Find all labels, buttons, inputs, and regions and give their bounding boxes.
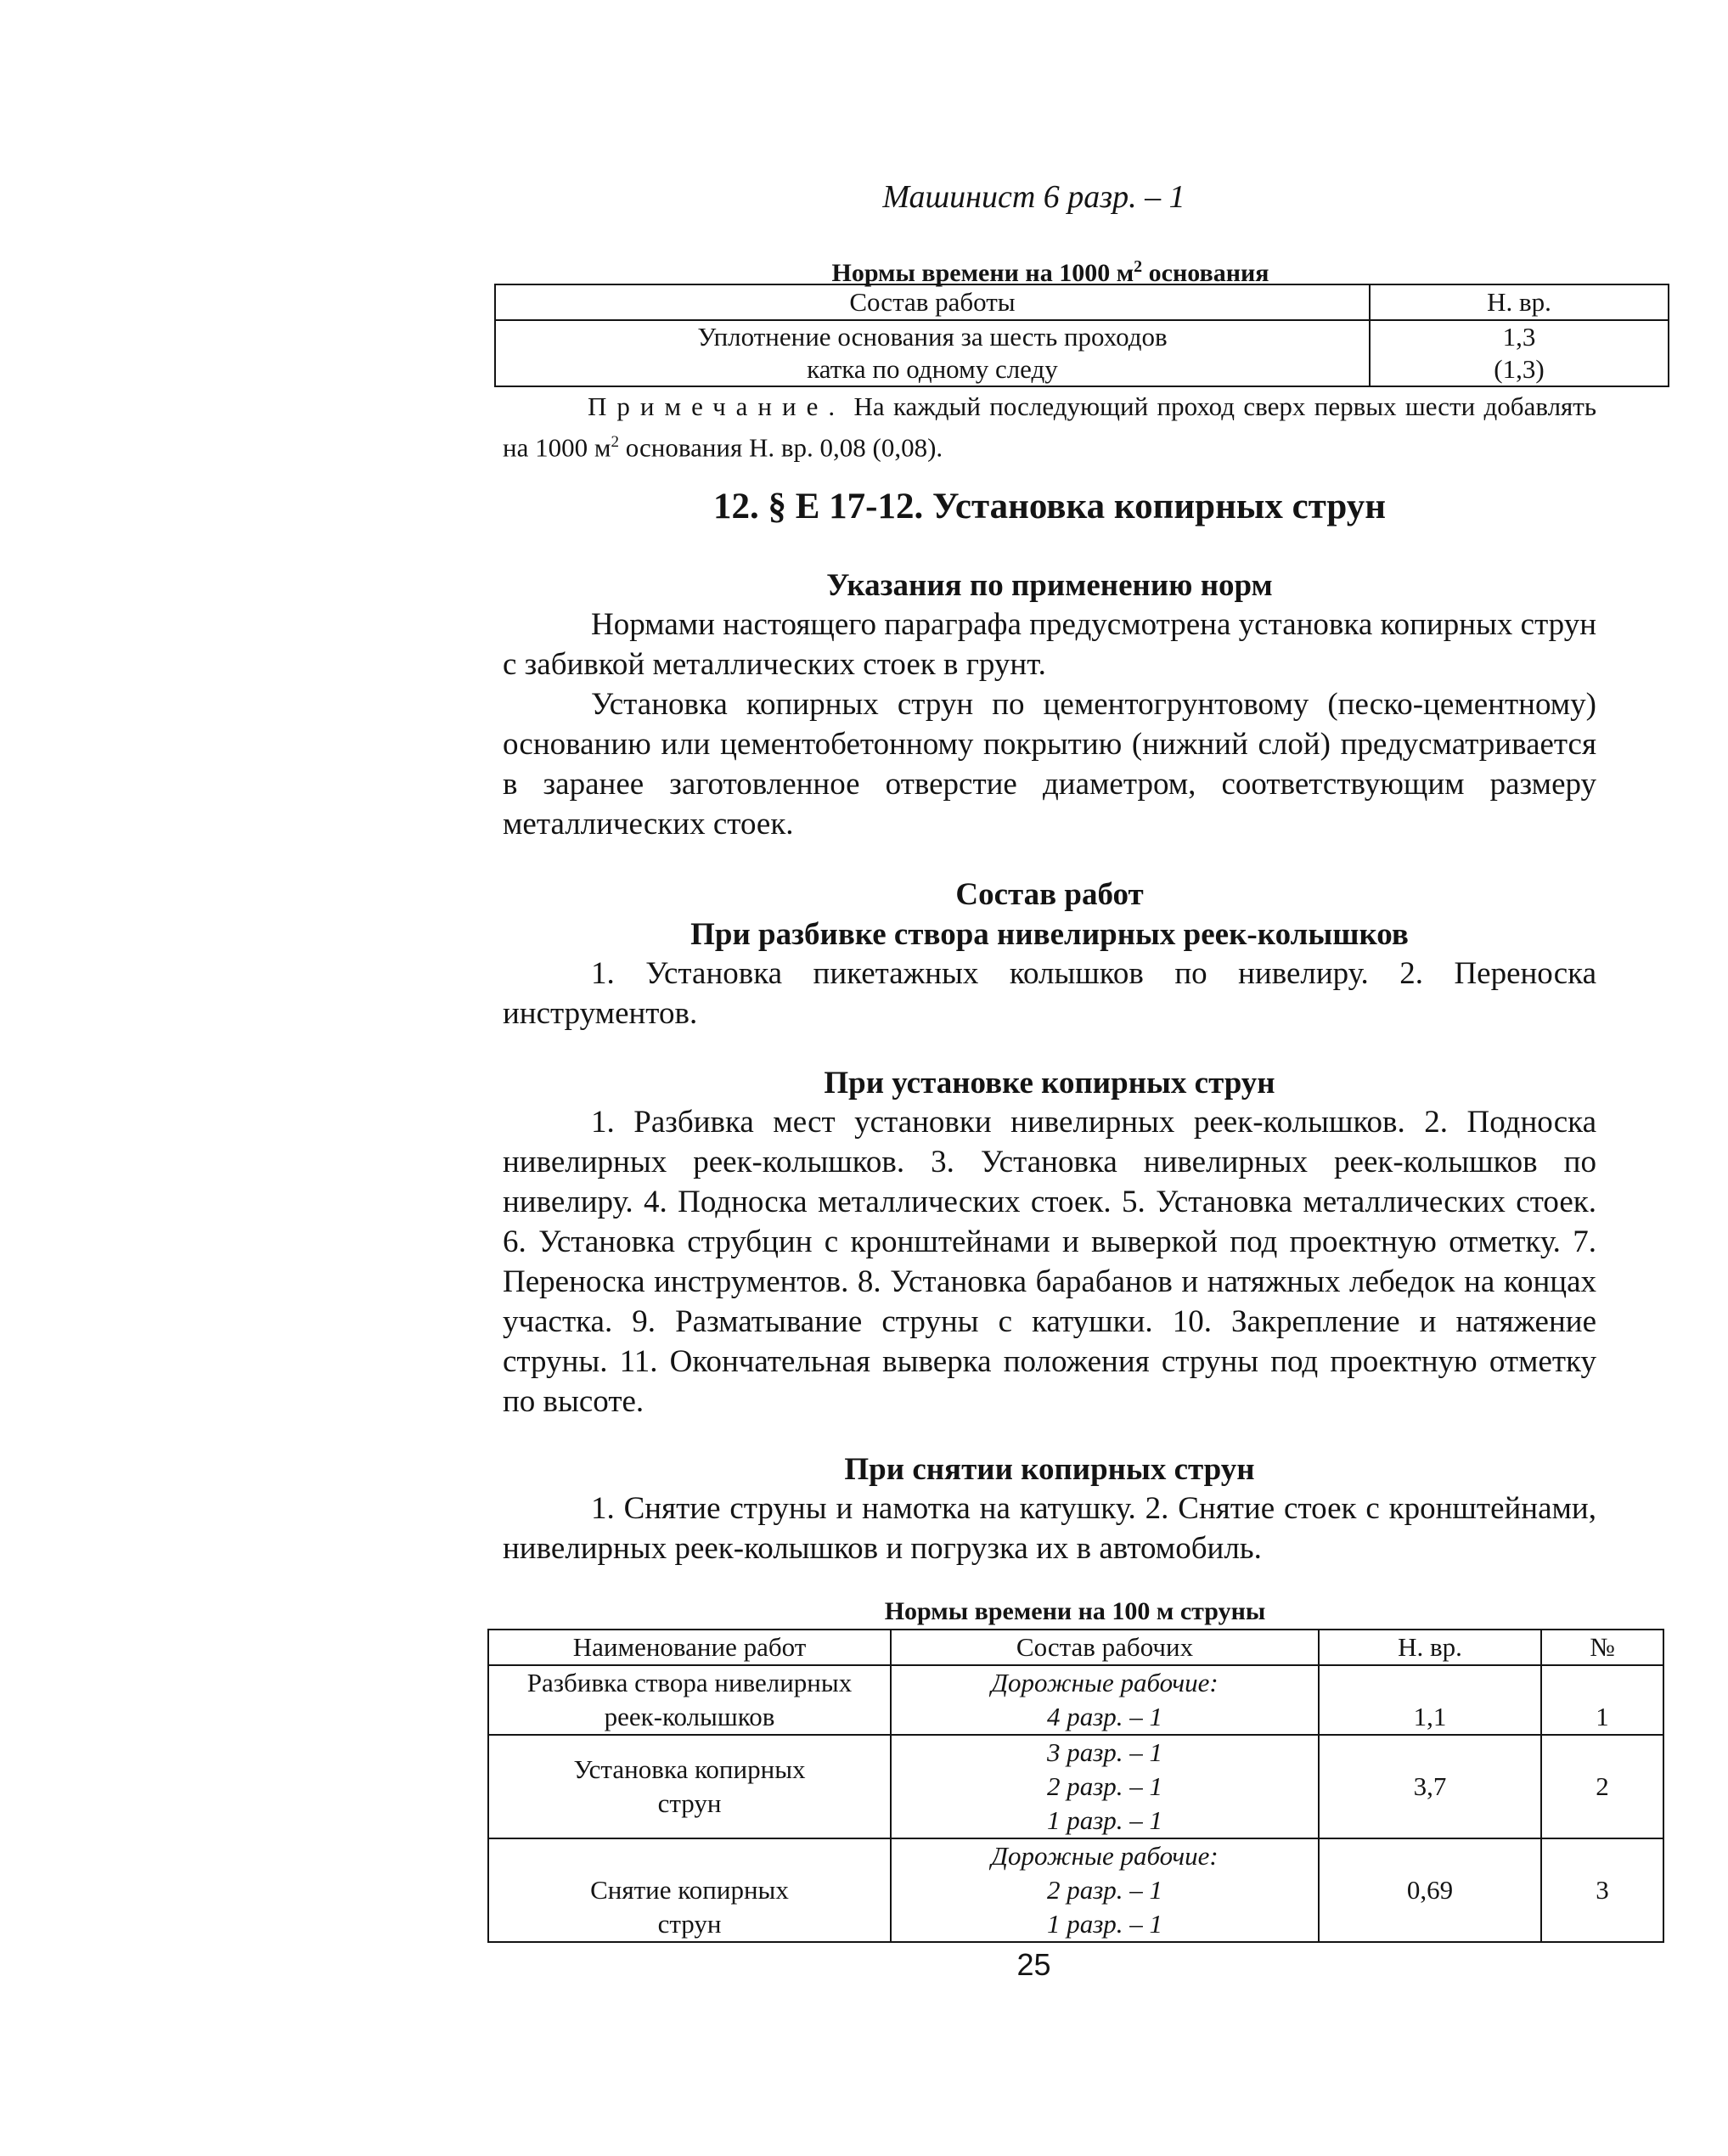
page-number: 25 <box>1016 1947 1051 1982</box>
table-row <box>488 1735 1663 1838</box>
table2-row1-name: Разбивка створа нивелирных реек-колышков <box>488 1665 891 1735</box>
guidelines-heading: Указания по применению норм <box>826 568 1273 603</box>
section-title: 12. § Е 17-12. Установка копирных струн <box>712 487 1387 526</box>
table2-row2-value: 3,7 <box>1319 1735 1541 1838</box>
table1-caption: Нормы времени на 1000 $м^2$ основания <box>831 257 1269 287</box>
table2-row3-name: Снятие копирных струн <box>488 1838 891 1942</box>
norms-table-1 <box>494 284 1669 387</box>
work-sub3-heading: При снятии копирных струн <box>844 1452 1255 1487</box>
table2-row1-value: 1,1 <box>1319 1665 1541 1735</box>
table2-header-row <box>488 1630 1663 1665</box>
table-row <box>488 1665 1663 1735</box>
table2-row3-num: 3 <box>1541 1838 1663 1942</box>
guidelines-para-1: Нормами настоящего параграфа предусмотрена установка копирных струн с забивкой металлических стоек в грунт. <box>503 607 1596 682</box>
work-sub2-heading: При установке копирных струн <box>824 1066 1275 1101</box>
table2-header-crew: Состав рабочих <box>891 1630 1319 1665</box>
table2-row1-crew: Дорожные рабочие: 4 разр. – 1 <box>891 1665 1319 1735</box>
top-line: Машинист 6 разр. – 1 <box>882 179 1185 215</box>
table2-row1-num: 1 <box>1541 1665 1663 1735</box>
table-row <box>488 1838 1663 1942</box>
table2-header-norm: Н. вр. <box>1319 1630 1541 1665</box>
table1-header-work: Состав работы <box>495 284 1370 320</box>
table1-work-line2: катка по одному следу <box>807 354 1058 384</box>
table1-header-row <box>495 284 1669 320</box>
norms-table-2 <box>487 1629 1664 1943</box>
note-label: Примечание. <box>588 391 846 421</box>
table1-row <box>495 320 1669 386</box>
work-sub2-text: 1. Разбивка мест установки нивелирных реек-колышков. 2. Подноска нивелирных реек-колышков. 3. Установка нивелирных реек-колышков по нивелиру. 4. Подноска металлических стоек. 5. Установка металлических стоек. 6. Установка струбцин с кронштейнами и выверкой под проектную отметку. 7. Переноска инструментов. 8. Установка барабанов и натяжных лебедок на концах участка. 9. Разматывание струны с катушки. 10. Закрепление и натяжение струны. 11. Окончательная выверка положения струны под проектную отметку по высоте. <box>503 1105 1596 1419</box>
table2-header-num: № <box>1541 1630 1663 1665</box>
guidelines-para-2: Установка копирных струн по цементогрунтовому (песко-цементному) основанию или цементобетонному покрытию (нижний слой) предусматривается в заранее заготовленное отверстие диаметром, соответствующим размеру металлических стоек. <box>503 687 1596 842</box>
table1-header-norm: Н. вр. <box>1370 284 1669 320</box>
table2-row2-name: Установка копирных струн <box>488 1735 891 1838</box>
table1-work-cell <box>495 320 1370 386</box>
table2-caption: Нормы времени на 100 м струны <box>884 1597 1266 1625</box>
table1-value1: 1,3 <box>1502 322 1536 352</box>
table2-header-name: Наименование работ <box>488 1630 891 1665</box>
table1-work-line1: Уплотнение основания за шесть проходов <box>697 322 1168 352</box>
work-composition-heading: Состав работ <box>955 877 1144 912</box>
note: Примечание. На каждый последующий проход сверх первых шести добавлять на 1000 $м^2$ основания Н. вр. 0,08 (0,08). <box>503 391 1596 463</box>
table1-value-cell <box>1370 320 1669 386</box>
work-sub3-text: 1. Снятие струны и намотка на катушку. 2. Снятие стоек с кронштейнами, нивелирных реек-колышков и погрузка их в автомобиль. <box>503 1491 1596 1566</box>
work-sub1-text: 1. Установка пикетажных колышков по нивелиру. 2. Переноска инструментов. <box>503 956 1596 1031</box>
work-sub1-heading: При разбивке створа нивелирных реек-колышков <box>690 917 1409 952</box>
table2-row2-crew: 3 разр. – 1 2 разр. – 1 1 разр. – 1 <box>891 1735 1319 1838</box>
table2-row3-crew: Дорожные рабочие: 2 разр. – 1 1 разр. – 1 <box>891 1838 1319 1942</box>
table1-value2: (1,3) <box>1494 354 1545 384</box>
table2-row3-value: 0,69 <box>1319 1838 1541 1942</box>
table2-row2-num: 2 <box>1541 1735 1663 1838</box>
